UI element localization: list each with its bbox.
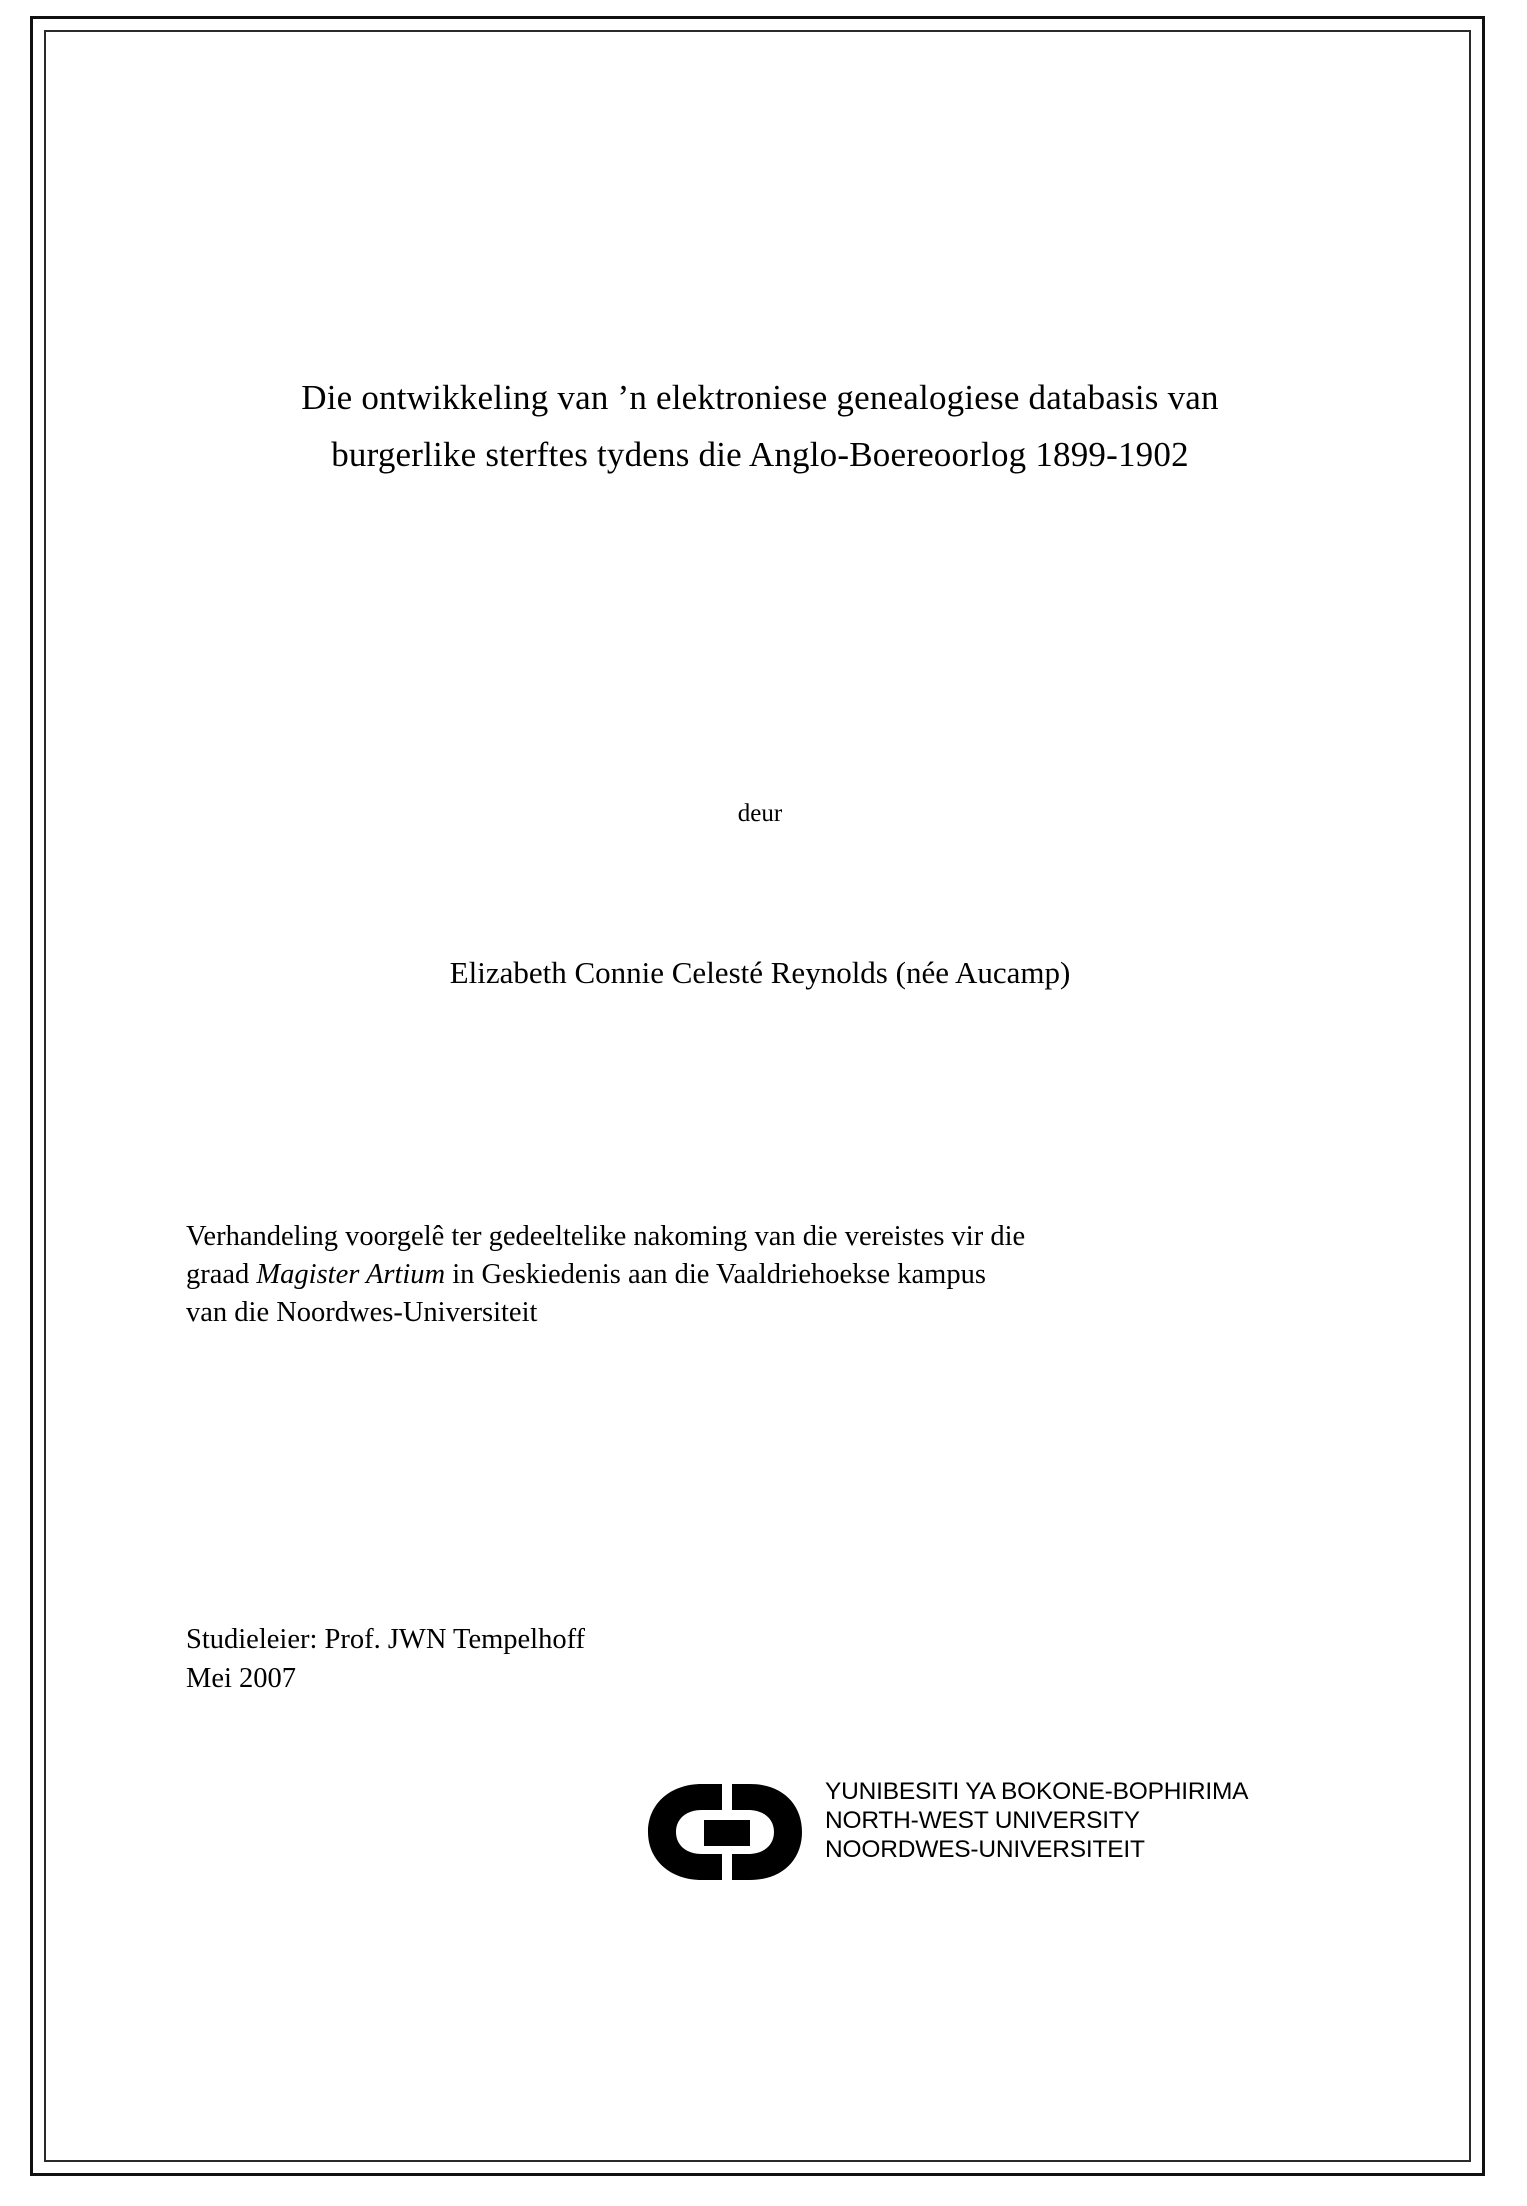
degree-name: Magister Artium — [256, 1259, 446, 1291]
university-logo-text — [825, 1778, 1249, 1865]
submission-date: Mei 2007 — [186, 1663, 297, 1695]
statement-line-2-pre: graad — [186, 1259, 257, 1291]
statement-line-3: van die Noordwes-Universiteit — [186, 1297, 538, 1329]
supervisor-block — [186, 1620, 1086, 1699]
statement-line-2-post: in Geskiedenis aan die Vaaldriehoekse kampus — [445, 1259, 986, 1291]
supervisor-name: Studieleier: Prof. JWN Tempelhoff — [186, 1624, 586, 1655]
logo-text-line-3: NOORDWES-UNIVERSITEIT — [825, 1835, 1145, 1863]
by-label: deur — [737, 800, 783, 827]
statement-line-2 — [186, 1256, 1334, 1294]
title-page-content — [180, 0, 1340, 2206]
nwu-logo-icon — [640, 1780, 810, 1884]
university-logo — [480, 1778, 1249, 1908]
author-name: Elizabeth Connie Celesté Reynolds (née Aucamp) — [449, 955, 1071, 990]
title-line-2: burgerlike sterftes tydens die Anglo-Boereoorlog 1899-1902 — [331, 434, 1189, 474]
page-title — [180, 370, 1340, 483]
title-line-1: Die ontwikkeling van ’n elektroniese genealogiese databasis van — [301, 378, 1219, 417]
degree-statement — [186, 1218, 1334, 1333]
logo-text-line-2: NORTH-WEST UNIVERSITY — [825, 1806, 1140, 1834]
statement-line-1: Verhandeling voorgelê ter gedeeltelike nakoming van die vereistes vir die — [186, 1221, 1026, 1252]
logo-text-line-1: YUNIBESITI YA BOKONE-BOPHIRIMA — [825, 1778, 1249, 1805]
